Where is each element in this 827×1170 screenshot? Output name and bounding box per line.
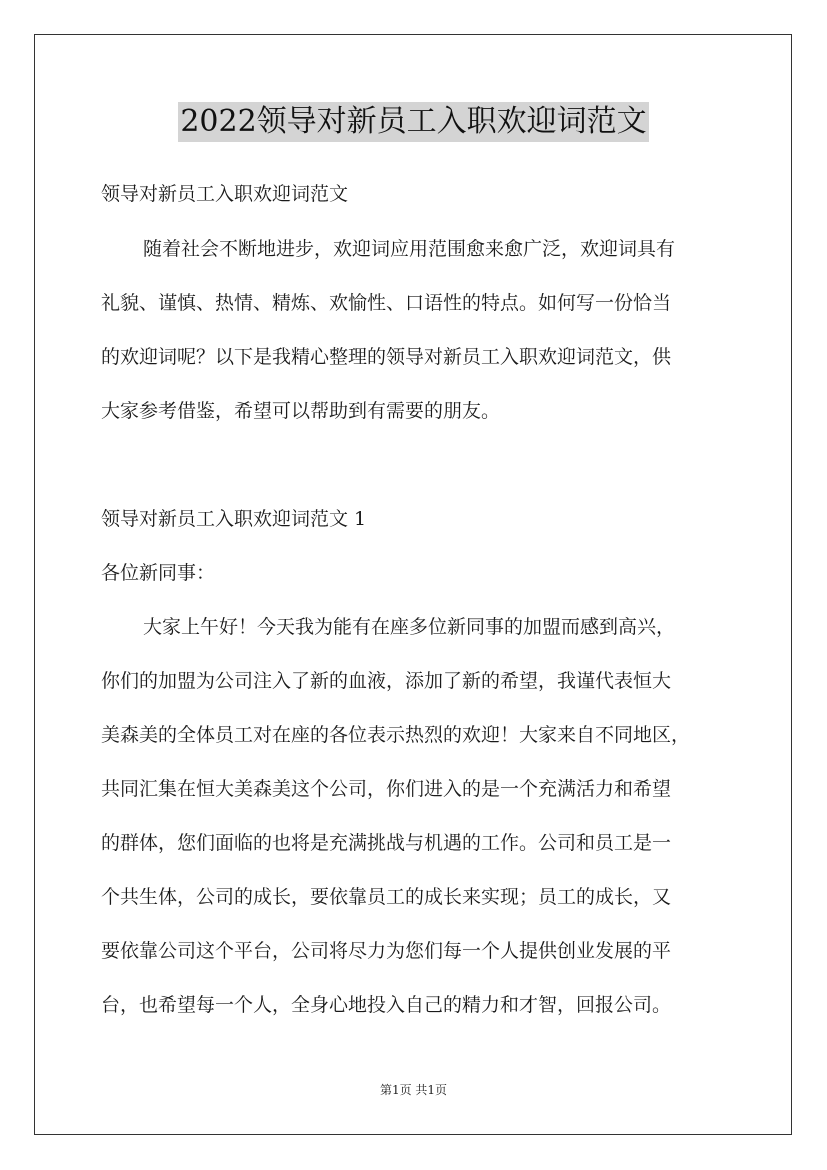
body-line: 台，也希望每一个人，全身心地投入自己的精力和才智，回报公司。 (101, 994, 672, 1016)
document-subtitle: 领导对新员工入职欢迎词范文 (101, 183, 349, 205)
intro-line: 礼貌、谨慎、热情、精炼、欢愉性、口语性的特点。如何写一份恰当 (101, 292, 672, 314)
body-line: 要依靠公司这个平台，公司将尽力为您们每一个人提供创业发展的平 (101, 940, 672, 962)
page-footer: 第1页 共1页 (379, 1083, 448, 1097)
body-line: 美森美的全体员工对在座的各位表示热烈的欢迎！大家来自不同地区， (101, 724, 691, 746)
intro-line: 随着社会不断地进步，欢迎词应用范围愈来愈广泛，欢迎词具有 (143, 238, 676, 260)
intro-line: 大家参考借鉴，希望可以帮助到有需要的朋友。 (101, 400, 501, 422)
body-line: 个共生体，公司的成长，要依靠员工的成长来实现；员工的成长，又 (101, 886, 672, 908)
intro-line: 的欢迎词呢？以下是我精心整理的领导对新员工入职欢迎词范文，供 (101, 346, 672, 368)
section-heading: 领导对新员工入职欢迎词范文 1 (101, 508, 367, 530)
body-line: 的群体，您们面临的也将是充满挑战与机遇的工作。公司和员工是一 (101, 832, 672, 854)
title-container (0, 102, 827, 142)
body-line: 共同汇集在恒大美森美这个公司，你们进入的是一个充满活力和希望 (101, 778, 672, 800)
body-line: 大家上午好！今天我为能有在座多位新同事的加盟而感到高兴， (143, 616, 676, 638)
document-title: 2022领导对新员工入职欢迎词范文 (178, 102, 648, 142)
body-line: 你们的加盟为公司注入了新的血液，添加了新的希望，我谨代表恒大 (101, 670, 672, 692)
salutation: 各位新同事： (101, 562, 216, 584)
